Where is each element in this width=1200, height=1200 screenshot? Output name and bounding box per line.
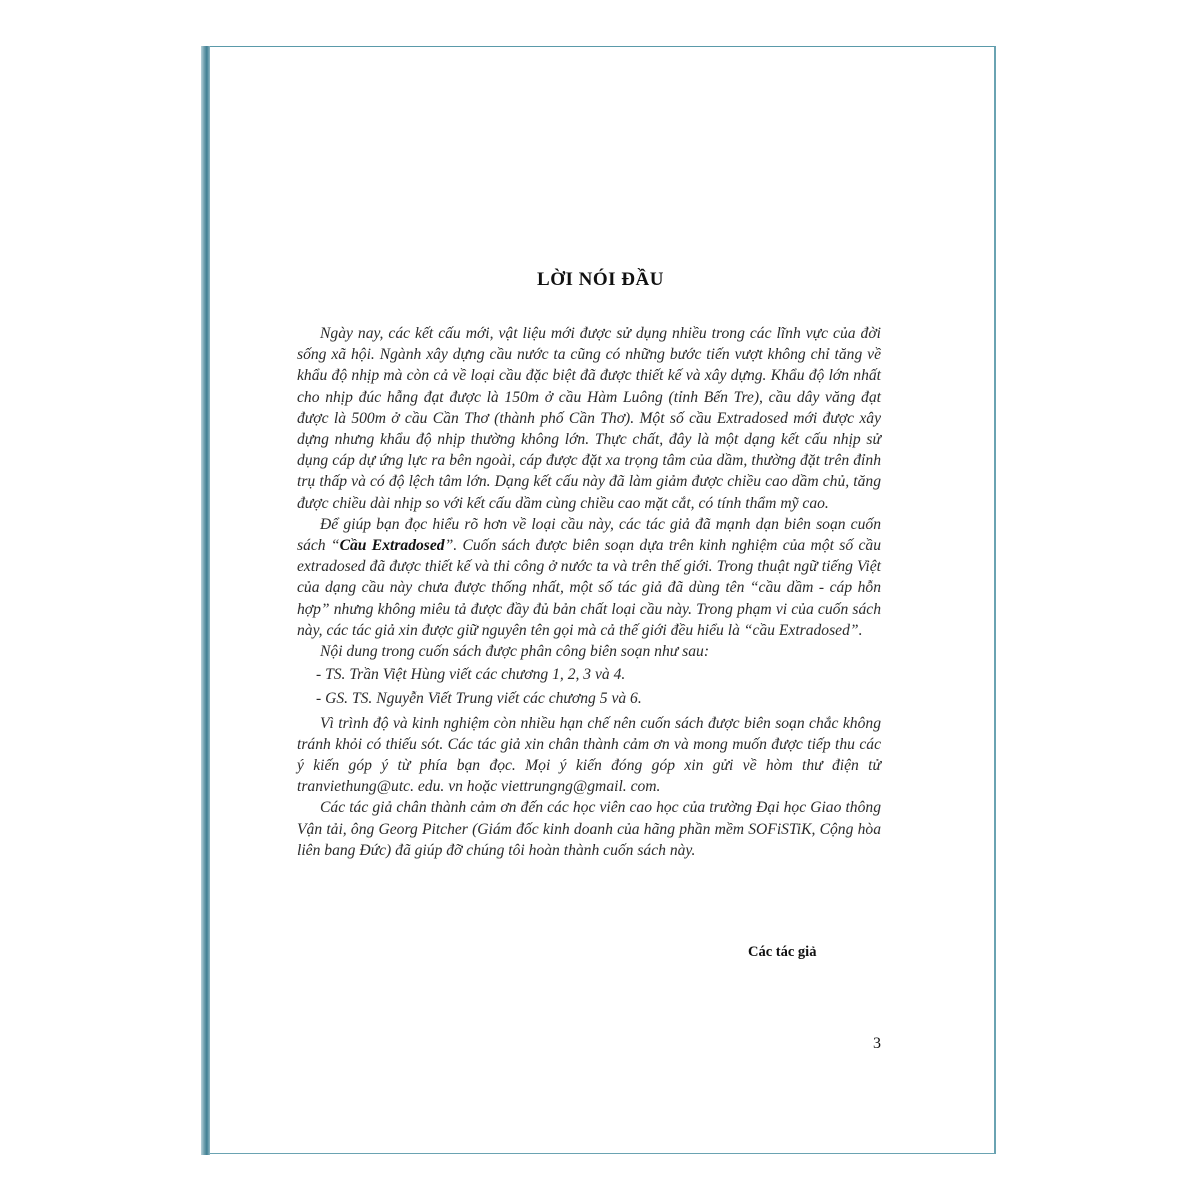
page-title: LỜI NÓI ĐẦU	[537, 269, 664, 290]
author-item-2: - GS. TS. Nguyễn Viết Trung viết các chương 5 và 6.	[316, 690, 642, 708]
paragraph-3: Nội dung trong cuốn sách được phân công biên soạn như sau:	[320, 643, 710, 661]
paragraph-2	[297, 514, 881, 641]
paragraph-5: Các tác giả chân thành cảm ơn đến các học viên cao học của trường Đại học Giao thông Vận tải, ông Georg Pitcher (Giám đốc kinh doanh của hãng phần mềm SOFiSTiK, Cộng hòa liên bang Đức) đã giúp đỡ chúng tôi hoàn thành cuốn sách này.	[297, 799, 881, 859]
book-page	[207, 46, 996, 1154]
paragraph-4: Vì trình độ và kinh nghiệm còn nhiều hạn chế nên cuốn sách được biên soạn chắc không tránh khỏi có thiếu sót. Các tác giả xin chân thành cảm ơn và mong muốn được tiếp thu các ý kiến góp ý từ phía bạn đọc. Mọi ý kiến đóng góp xin gửi về hòm thư điện tử tranviethung@utc. edu. vn hoặc viettrungng@gmail. com.	[297, 714, 881, 796]
book-title-emphasis: Cầu Extradosed	[339, 537, 445, 555]
author-item-1: - TS. Trần Việt Hùng viết các chương 1, 2, 3 và 4.	[316, 666, 626, 684]
paragraph-2-start: Để giúp bạn đọc hiểu rõ hơn về loại cầu này, các tác giả đã mạnh dạn biên soạn cuốn sách “	[297, 515, 881, 555]
page-spine-edge	[201, 46, 210, 1155]
paragraph-1: Ngày nay, các kết cấu mới, vật liệu mới được sử dụng nhiều trong các lĩnh vực của đời sống xã hội. Ngành xây dựng cầu nước ta cũng có những bước tiến vượt không chỉ tăng về khẩu độ nhịp mà còn cả về loại cầu đặc biệt đã được thiết kế và xây dựng. Khẩu độ lớn nhất cho nhịp đúc hẫng đạt được là 150m ở cầu Hàm Luông (tỉnh Bến Tre), cầu dây văng đạt được là 500m ở cầu Cần Thơ (thành phố Cần Thơ). Một số cầu Extradosed mới được xây dựng nhưng khẩu độ nhịp thường không lớn. Thực chất, đây là một dạng kết cấu nhịp sử dụng cáp dự ứng lực ra bên ngoài, cáp được đặt xa trọng tâm của dầm, thường đặt trên đỉnh trụ thấp và có độ lệch tâm lớn. Dạng kết cấu này đã làm giảm được chiều cao dầm chủ, tăng được chiều dài nhịp so với kết cấu dầm cùng chiều cao mặt cắt, có tính thẩm mỹ cao.	[297, 325, 881, 512]
signature: Các tác giả	[748, 944, 817, 960]
paragraph-2-rest: ”. Cuốn sách được biên soạn dựa trên kinh nghiệm của một số cầu extradosed đã được thiết kế và thi công ở nước ta và trên thế giới. Trong thuật ngữ tiếng Việt của dạng cầu này chưa được thống nhất, một số tác giả đã dùng tên “cầu dầm - cáp hỗn hợp” nhưng không miêu tả được đầy đủ bản chất loại cầu này. Trong phạm vi của cuốn sách này, các tác giả xin được giữ nguyên tên gọi mà cả thế giới đều hiểu là “cầu Extradosed”.	[297, 537, 881, 639]
preface-body	[297, 323, 881, 861]
page-number: 3	[873, 1035, 881, 1052]
